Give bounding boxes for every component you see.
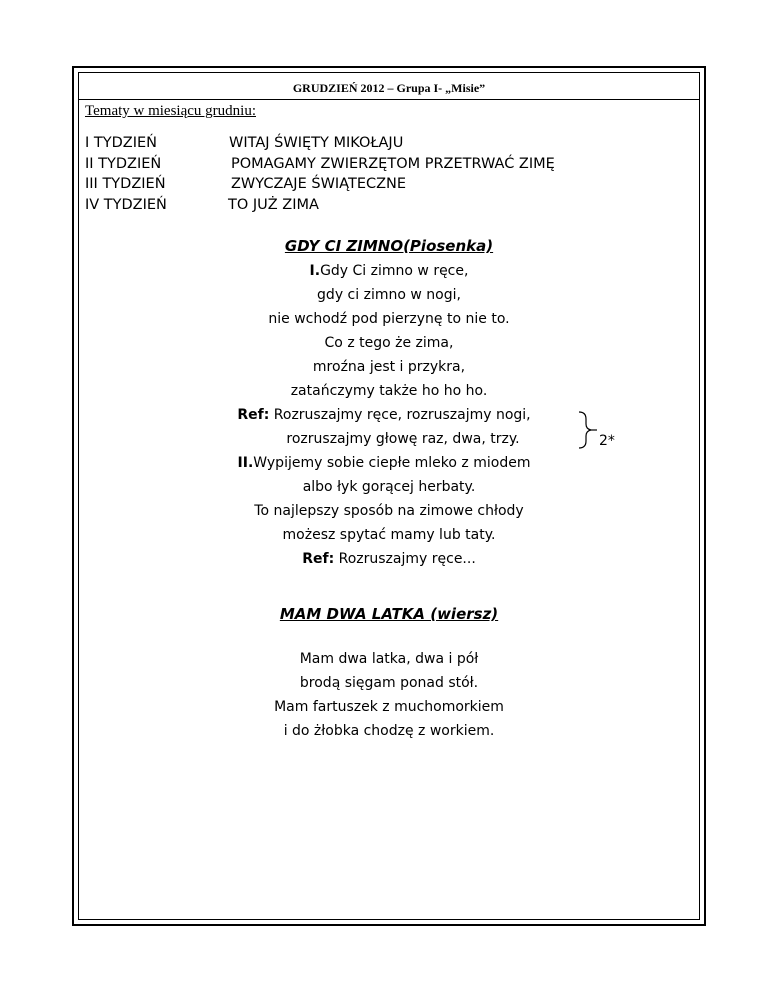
page-inner-border — [78, 72, 700, 920]
lyric-line: albo łyk gorącej herbaty. — [302, 479, 476, 495]
week-label: IV TYDZIEŃ — [85, 196, 167, 213]
lyric-line: mroźna jest i przykra, — [312, 359, 466, 375]
poem-line: Mam fartuszek z muchomorkiem — [274, 699, 504, 715]
week-label: III TYDZIEŃ — [85, 176, 166, 192]
lyric-line: zatańczymy także ho ho ho. — [290, 383, 488, 399]
refrain-line: rozruszajmy głowę raz, dwa, trzy. — [286, 431, 520, 447]
poem-title: MAM DWA LATKA (wiersz) — [279, 605, 499, 623]
lyric-line: nie wchodź pod pierzynę to nie to. — [268, 311, 510, 327]
page-border — [72, 66, 706, 926]
refrain-line: Ref: Rozruszajmy ręce, rozruszajmy nogi, — [237, 407, 531, 423]
song-title: GDY CI ZIMNO(Piosenka) — [284, 237, 494, 255]
lyric-line: gdy ci zimno w nogi, — [317, 287, 461, 303]
lyric-line: Co z tego że zima, — [324, 335, 454, 351]
page-header: GRUDZIEŃ 2012 – Grupa I- „Misie” — [292, 81, 486, 95]
refrain-brace — [577, 409, 601, 451]
lyric-line: II.Wypijemy sobie ciepłe mleko z miodem — [237, 455, 531, 471]
week-topic: POMAGAMY ZWIERZĘTOM PRZETRWAĆ ZIMĘ — [231, 155, 555, 172]
lyric-line: I.Gdy Ci zimno w ręce, — [309, 263, 469, 279]
week-label: I TYDZIEŃ — [85, 135, 157, 151]
header-rule — [79, 99, 699, 100]
topics-subheading: Tematy w miesiącu grudniu: — [85, 103, 256, 119]
verse-marker: II. — [237, 455, 254, 471]
poem-line: brodą sięgam ponad stół. — [299, 675, 479, 691]
repeat-count: 2* — [599, 433, 615, 449]
week-label: II TYDZIEŃ — [85, 155, 162, 172]
refrain-marker: Ref: — [302, 551, 335, 567]
refrain-line: Ref: Rozruszajmy ręce... — [302, 551, 476, 567]
poem-line: Mam dwa latka, dwa i pół — [299, 651, 479, 667]
week-topic: ZWYCZAJE ŚWIĄTECZNE — [231, 176, 407, 192]
poem-line: i do żłobka chodzę z workiem. — [283, 723, 495, 739]
lyric-line: To najlepszy sposób na zimowe chłody — [254, 503, 524, 519]
refrain-marker: Ref: — [237, 407, 270, 423]
lyric-line: możesz spytać mamy lub taty. — [282, 527, 496, 543]
week-topic: WITAJ ŚWIĘTY MIKOŁAJU — [229, 135, 404, 151]
week-topic: TO JUŻ ZIMA — [228, 196, 319, 213]
verse-marker: I. — [309, 263, 321, 279]
